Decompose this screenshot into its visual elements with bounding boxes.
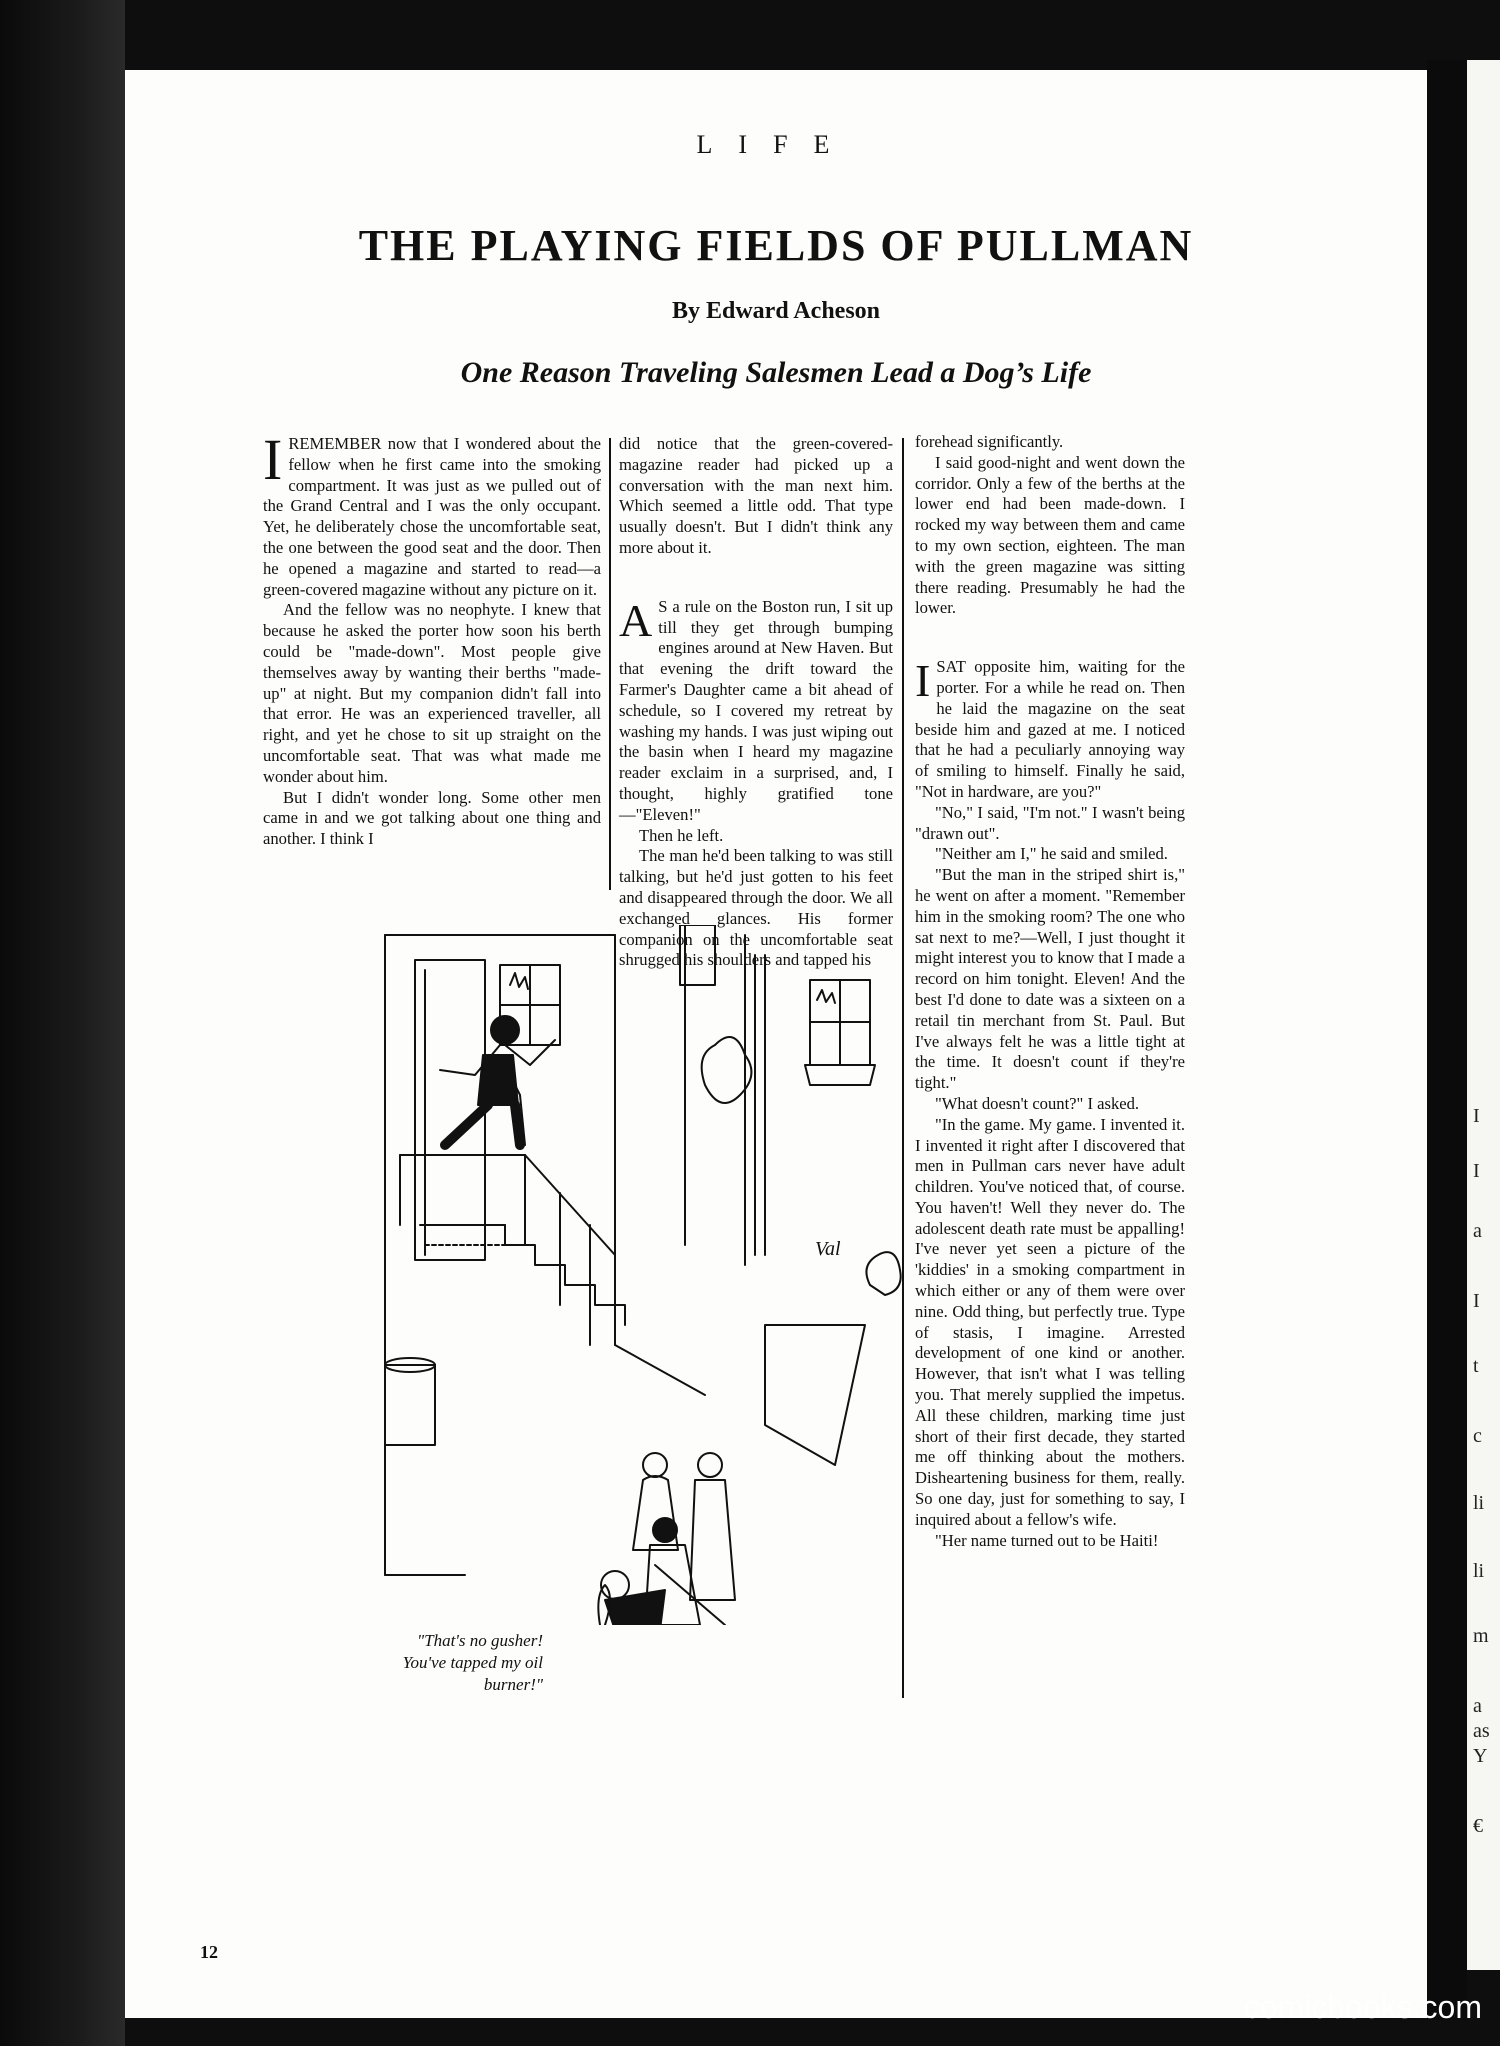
byline: By Edward Acheson: [671, 298, 881, 324]
drop-cap: I: [263, 427, 283, 492]
cartoon-illustration: [325, 925, 905, 1625]
fragment-text: as: [1473, 1720, 1490, 1742]
magazine-page: [125, 70, 1427, 2018]
article-deck: One Reason Traveling Salesmen Lead a Dog’s Life: [460, 356, 1092, 389]
artist-signature: Val: [815, 1238, 841, 1260]
column-rule: [609, 438, 611, 890]
drop-cap: A: [619, 594, 653, 646]
fragment-text: m: [1473, 1625, 1489, 1647]
fragment-text: c: [1473, 1425, 1482, 1447]
text-column-2: [619, 434, 893, 971]
paragraph: ISAT opposite him, waiting for the porter. For a while he read on. Then he laid the magazine on the seat beside him and gazed at me. I noticed that he had a peculiarly annoying way of smiling to himself. Finally he said, "Not in hardware, are you?": [915, 655, 1185, 801]
running-head: LIFE: [696, 130, 856, 159]
fragment-text: a: [1473, 1220, 1482, 1242]
next-page-edge: [1467, 60, 1500, 1970]
paragraph: "Her name turned out to be Haiti!: [935, 1530, 1159, 1550]
paragraph: "Neither am I," he said and smiled.: [935, 844, 1168, 864]
paragraph: I said good-night and went down the corridor. Only a few of the berths at the lower end had been made-down. I rocked my way between them and came to my own section, eighteen. The man with the green magazine was sitting there reading. Presumably he had the lower.: [915, 452, 1185, 618]
fragment-text: li: [1473, 1492, 1485, 1514]
scan-dark-edge: [0, 0, 125, 2046]
site-watermark: comicbooks.com: [1243, 1989, 1482, 2025]
drop-cap: I: [915, 655, 931, 707]
paragraph: And the fellow was no neophyte. I knew that because he asked the porter how soon his berth could be "made-down". Most people give themselves away by wanting their berths "made-up" at night. But my companion didn't fall into that error. He was an experienced traveller, all right, and yet he chose to sit up straight on the uncomfortable seat. That was what made me wonder about him.: [263, 600, 601, 786]
page-number: 12: [200, 1942, 218, 1962]
paragraph: forehead significantly.: [915, 432, 1064, 451]
paragraph: The man he'd been talking to was still talking, but he'd just gotten to his feet and disappeared through the door. We all exchanged glances. His former companion on the uncomfortable seat shrugged his shoulders and tapped his: [619, 846, 893, 970]
text-column-3: [915, 432, 1185, 1551]
paragraph: A S a rule on the Boston run, I sit up till they get through bumping engines around at New Haven. But that evening the drift toward the Farmer's Daughter came a bit ahead of schedule, so I covered my retreat by washing my hands. I was just wiping out the basin when I heard my magazine reader exclaim in a surprised, and, I thought, highly gratified tone—"Eleven!": [619, 594, 893, 824]
fragment-text: Y: [1473, 1745, 1488, 1767]
paragraph: "In the game. My game. I invented it. I invented it right after I discovered that men in Pullman cars never have adult children. You've noticed that, of course. You haven't! Well they never do. The adolescent death rate must be appalling! I've never yet seen a picture of the 'kiddies' in a smoking compartment in which either or any of them were over nine. Odd thing, but perfectly true. Type of stasis, I imagine. Arrested development of one kind or another. However, that isn't what I was telling you. That merely supplied the impetus. All these children, marking time just short of their first decade, they started me off thinking about the mothers. Disheartening business for them, really. So one day, just for something to say, I inquired about a fellow's wife.: [915, 1114, 1185, 1529]
paragraph: "But the man in the striped shirt is," he went on after a moment. "Remember him in the smoking room? The one who sat next to me?—Well, I just thought it might interest you to know that I made a record on him tonight. Eleven! And the best I'd done to date was a sixteen on a retail tin merchant from St. Paul. But I've always felt he was a little tight at the time. It doesn't count if they're tight.": [915, 865, 1185, 1093]
fragment-text: t: [1473, 1355, 1479, 1377]
paragraph: did notice that the green-covered-magazine reader had picked up a conversation with the man next him. Which seemed a little odd. That type usually doesn't. But I didn't think any more about it.: [619, 434, 893, 557]
page-gutter: [1427, 60, 1467, 2020]
paragraph: Then he left.: [639, 825, 724, 845]
fragment-text: I: [1473, 1105, 1480, 1127]
fragment-text: €: [1473, 1815, 1483, 1837]
fragment-text: I: [1473, 1160, 1480, 1182]
paragraph: IREMEMBER now that I wondered about the fellow when he first came into the smoking compartment. It was just as we pulled out of the Grand Central and I was the only occupant. Yet, he deliberately chose the uncomfortable seat, the one between the good seat and the door. Then he opened a magazine and started to read—a green-covered magazine without any picture on it.: [263, 427, 601, 599]
fragment-text: I: [1473, 1290, 1480, 1312]
fragment-text: a: [1473, 1695, 1482, 1717]
article-title: THE PLAYING FIELDS OF PULLMAN: [358, 221, 1194, 270]
cartoon-caption: "That's no gusher! You've tapped my oil burner!": [402, 1631, 543, 1694]
fragment-text: li: [1473, 1560, 1485, 1582]
paragraph: But I didn't wonder long. Some other men came in and we got talking about one thing and another. I think I: [263, 787, 601, 849]
text-column-1: [263, 427, 601, 850]
paragraph: "No," I said, "I'm not." I wasn't being "drawn out".: [915, 802, 1185, 843]
paragraph: "What doesn't count?" I asked.: [935, 1093, 1140, 1113]
